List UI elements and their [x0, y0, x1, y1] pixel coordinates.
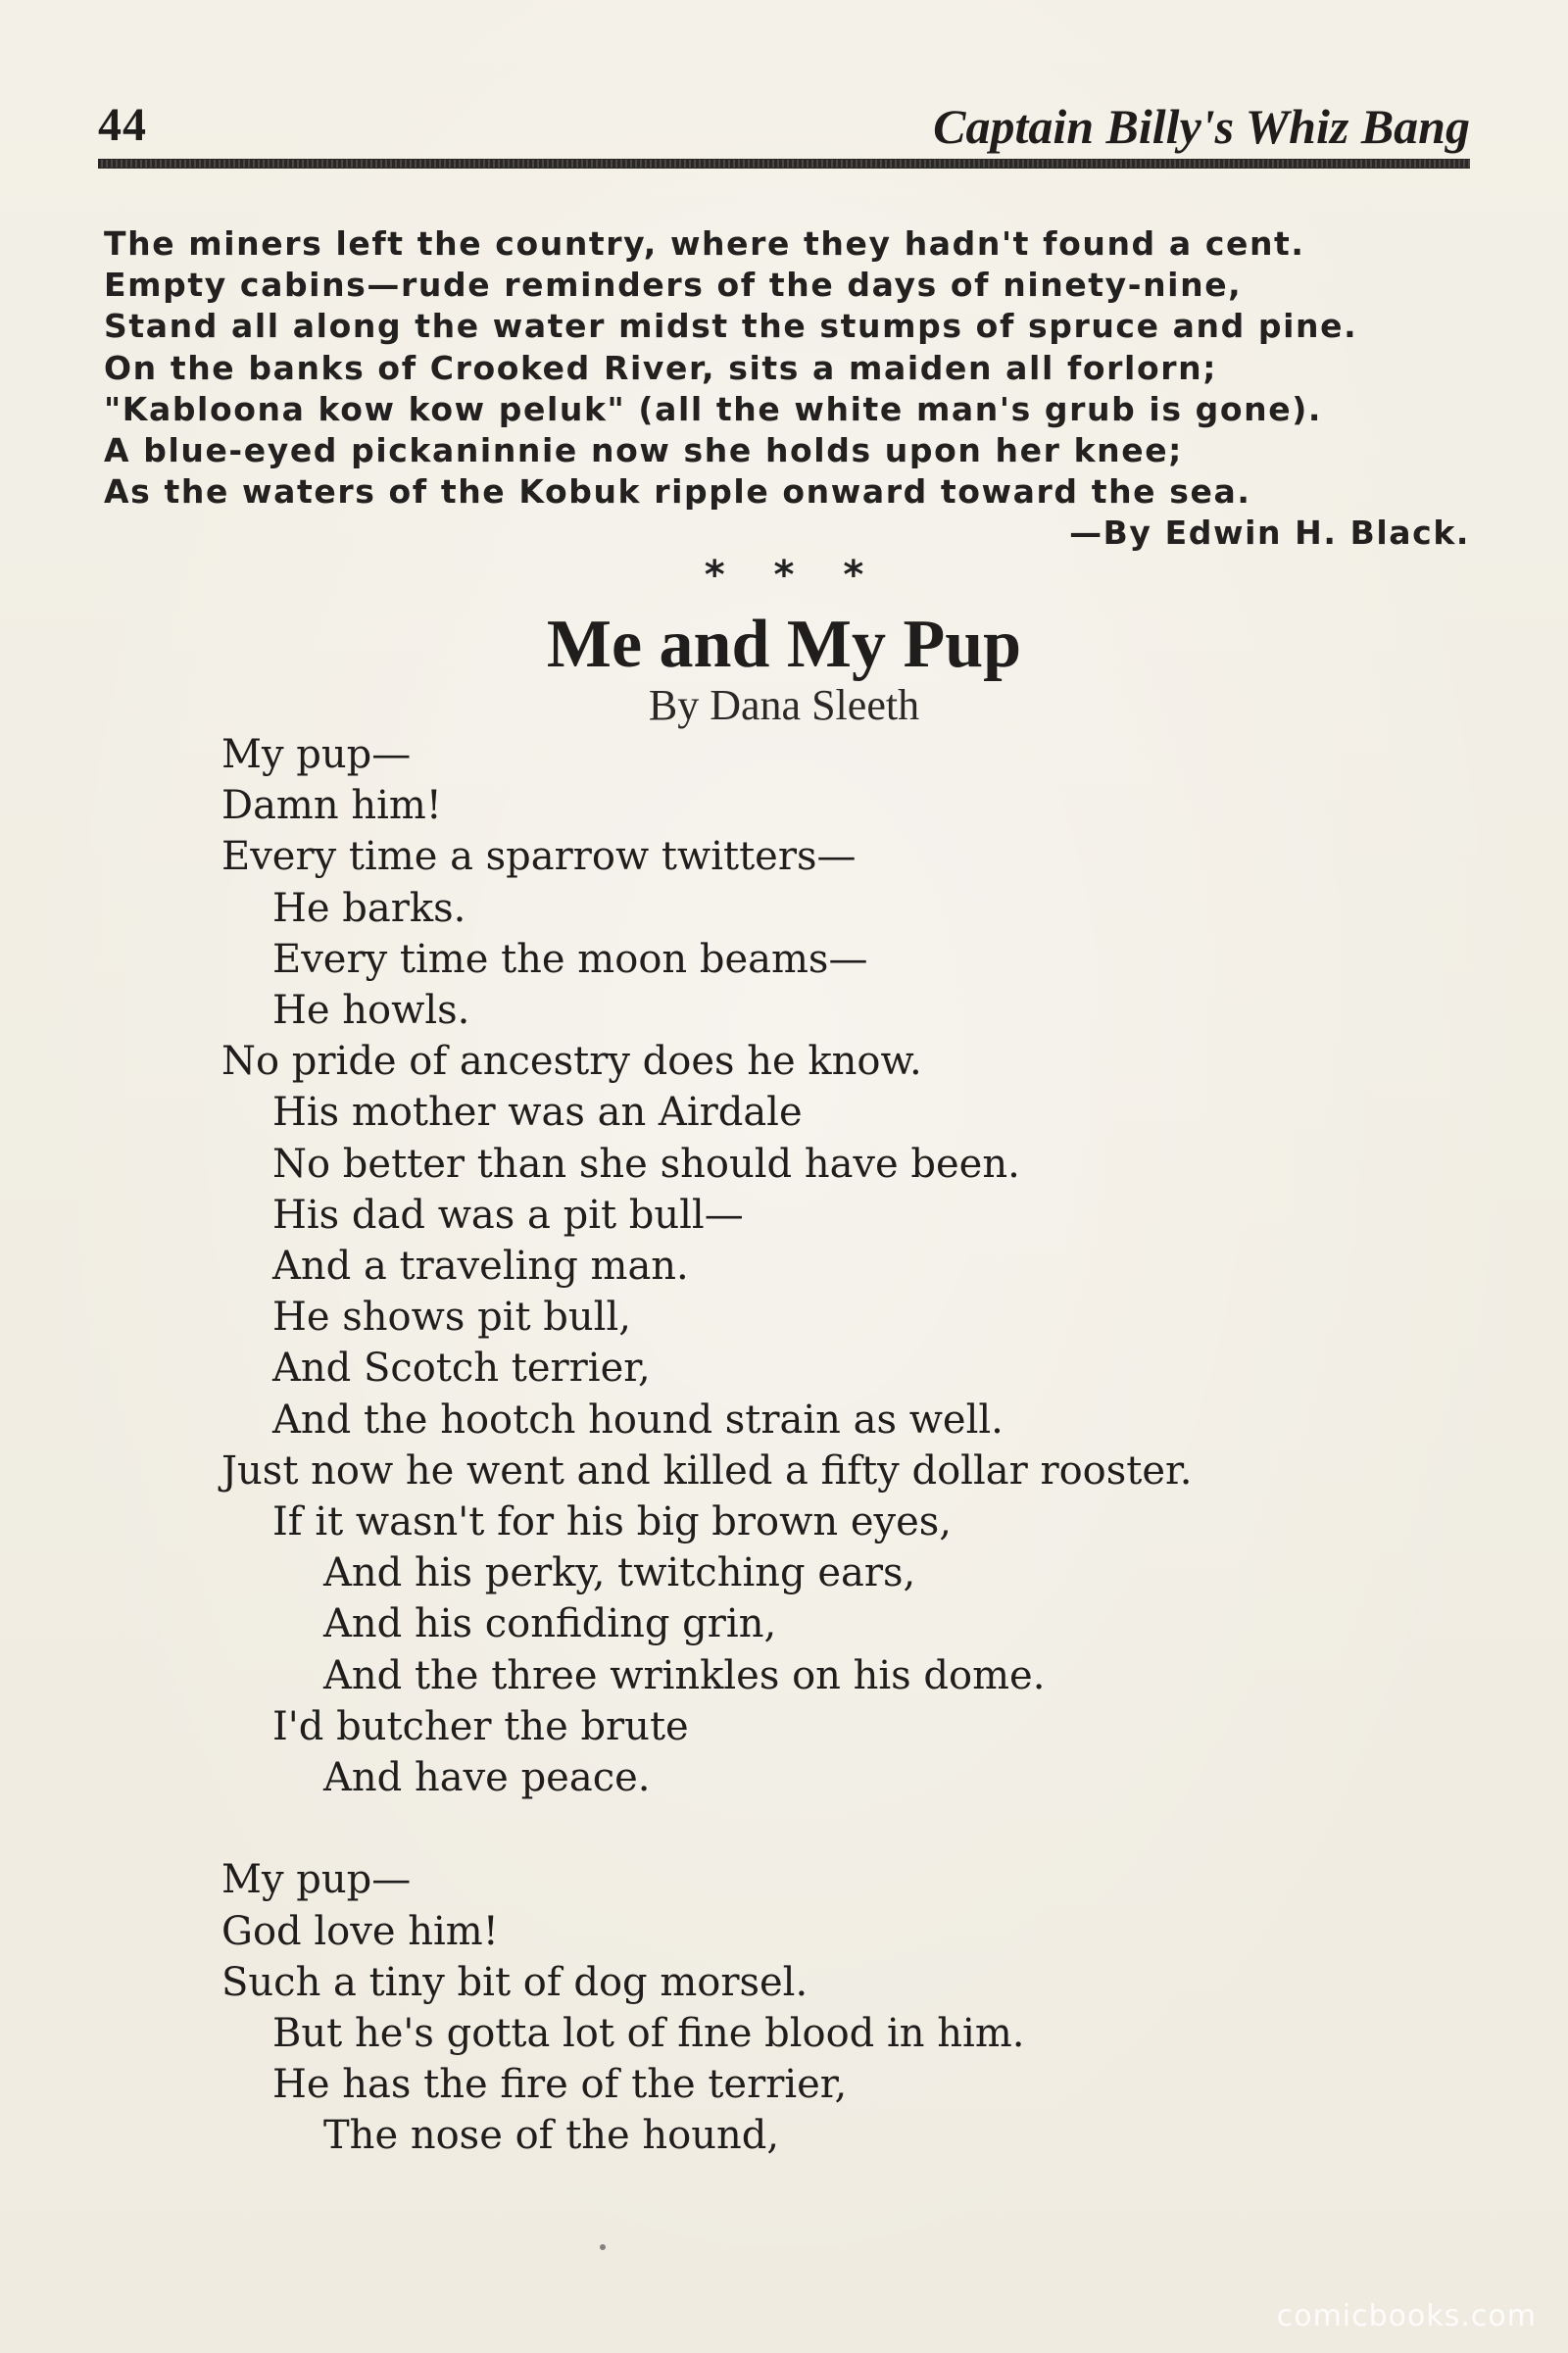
- poem-line: His dad was a pit bull—: [272, 1192, 744, 1238]
- poem-line: Such a tiny bit of dog morsel.: [221, 1959, 808, 2005]
- page-number: 44: [98, 99, 147, 151]
- poem-line: And have peace.: [323, 1755, 651, 1801]
- poem-line: His mother was an Airdale: [272, 1090, 803, 1136]
- poem-line: He barks.: [272, 885, 466, 931]
- page-header: [98, 94, 1470, 163]
- poem-line: I'd butcher the brute: [272, 1703, 689, 1749]
- previous-poem-ending: [104, 223, 1470, 555]
- poem-body: [221, 729, 1495, 2162]
- header-rule: [98, 159, 1470, 169]
- poem-line: He howls.: [272, 988, 470, 1034]
- poem-line: The nose of the hound,: [323, 2113, 780, 2159]
- watermark: comicbooks.com: [1276, 2299, 1537, 2333]
- poem-line: No better than she should have been.: [272, 1141, 1020, 1187]
- poem-line: Every time the moon beams—: [272, 936, 868, 982]
- section-separator: * * *: [704, 553, 864, 598]
- poem-line: No pride of ancestry does he know.: [221, 1039, 922, 1085]
- poem-line: And Scotch terrier,: [272, 1346, 651, 1392]
- poem-line: Damn him!: [221, 783, 442, 829]
- poem-author: By Dana Sleeth: [648, 681, 920, 729]
- poem-line: If it wasn't for his big brown eyes,: [272, 1499, 953, 1545]
- poem-line: But he's gotta lot of fine blood in him.: [272, 2011, 1025, 2057]
- poem-line: Every time a sparrow twitters—: [221, 834, 857, 880]
- previous-poem-line: As the waters of the Kobuk ripple onward toward the sea.: [104, 472, 1251, 512]
- poem-line: He has the fire of the terrier,: [272, 2062, 848, 2108]
- print-speck: [600, 2244, 606, 2250]
- poem-line: And the three wrinkles on his dome.: [323, 1652, 1046, 1698]
- poem-title: Me and My Pup: [546, 607, 1022, 682]
- poem-line: My pup—: [221, 1857, 412, 1903]
- poem-line: He shows pit bull,: [272, 1295, 631, 1341]
- poem-line: And a traveling man.: [272, 1244, 689, 1290]
- previous-poem-line: Stand all along the water midst the stumps of spruce and pine.: [104, 307, 1358, 346]
- poem-line: And the hootch hound strain as well.: [272, 1397, 1004, 1443]
- previous-poem-line: The miners left the country, where they hadn't found a cent.: [104, 224, 1305, 263]
- running-title: Captain Billy's Whiz Bang: [933, 99, 1470, 154]
- poem-line: God love him!: [221, 1908, 499, 1954]
- poem-line: And his confiding grin,: [323, 1601, 777, 1647]
- previous-poem-line: On the banks of Crooked River, sits a maiden all forlorn;: [104, 348, 1218, 387]
- poem-line: My pup—: [221, 732, 412, 777]
- previous-poem-line: "Kabloona kow kow peluk" (all the white man's grub is gone).: [104, 389, 1323, 428]
- poem-line: And his perky, twitching ears,: [323, 1550, 916, 1596]
- previous-poem-line: Empty cabins—rude reminders of the days of ninety-nine,: [104, 266, 1243, 305]
- previous-poem-line: A blue-eyed pickaninnie now she holds upon her knee;: [104, 431, 1183, 470]
- previous-poem-byline: —By Edwin H. Black.: [1069, 514, 1470, 553]
- stanza-break: [221, 1803, 1495, 1854]
- poem-line: Just now he went and killed a fifty dollar rooster.: [221, 1447, 1193, 1494]
